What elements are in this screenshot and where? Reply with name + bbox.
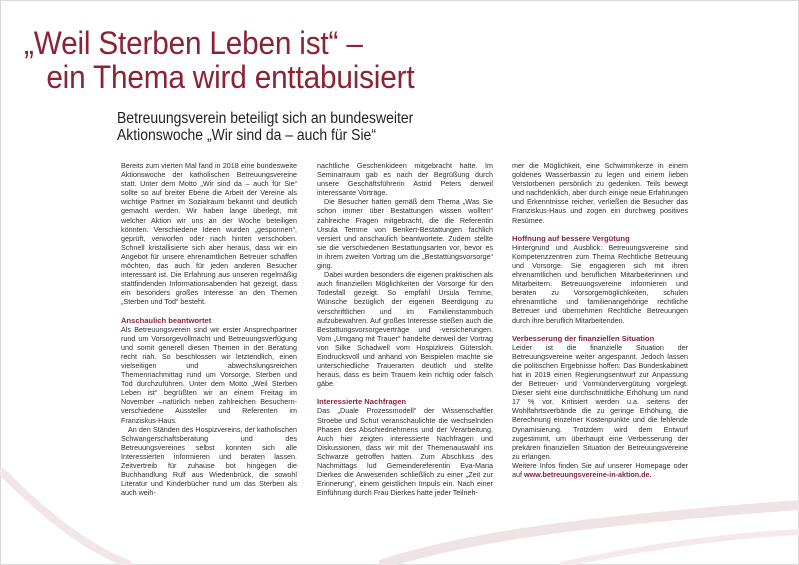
article-column-2 — [317, 161, 493, 497]
headline — [24, 26, 414, 94]
paragraph — [121, 425, 297, 498]
subheadline — [117, 110, 413, 144]
subheadline-line-2: Aktionswoche „Wir sind da – auch für Sie“ — [117, 127, 376, 144]
paragraph-text: Hintergrund und Ausblick: Betreuungsvereine sind Kompetenzzentren zum Thema Rechtliche Betreuung und Vorsorge. Sie engagieren sich mit ihren ehrenamtlichen und beruflichen Mitarbeiterinnen und Mitarbeitern. Betreuungsvereine informieren und beraten zu Vorsorgemöglichkeiten, schulen ehrenamtliche und familienangehörige rechtliche Betreuer und übernehmen Rechtliche Betreuungen durch ihre beruflich Mitarbeitenden. — [512, 242, 688, 325]
paragraph — [121, 325, 297, 425]
paragraph — [317, 197, 493, 270]
paragraph-text: Das „Duale Prozessmodell“ der Wissenschaftler Stroebe und Schut veranschaulichte die wechselnden Phasen des Abschiednehmens und der Verarbeitung. Auch hier zeigten interessierte Nachfragen und Diskussionen, dass wir mit der Themenauswahl ins Schwarze getroffen hatten. Zum Abschluss des Nachmittags lud Gemeindereferentin Eva-Maria Dierkes die Anwesenden schließlich zu einer „Zeit zur Erinnerung“, einem geistlichen Impuls ein. Nach einer Einführung durch Frau Dierkes hatte jeder Teilneh- — [317, 406, 493, 498]
paragraph — [512, 343, 688, 461]
paragraph — [317, 406, 493, 497]
subheadline-line-1: Betreuungsverein beteiligt sich an bundesweiter — [117, 110, 414, 127]
paragraph-text: Die Besucher hatten gemäß dem Thema „Was Sie schon immer über Bestattungen wissen wollten“ zahlreiche Fragen mitgebracht, die die Referentin Ursula Temme von Benkert-Bestattungen fachlich versiert und anschaulich beantwortete. Zudem stellte sie die verschiedenen Bestattungsarten vor, bevor es in ihrem zweiten Vortrag um die „Bestattungsvorsorge“ ging. — [317, 197, 493, 271]
homepage-link[interactable]: www.betreuungsvereine-in-aktion.de. — [524, 470, 652, 479]
article-column-1 — [121, 161, 297, 497]
headline-line-1: „Weil Sterben Leben ist“ – — [24, 25, 363, 61]
headline-line-2: ein Thema wird enttabuisiert — [46, 59, 415, 95]
paragraph — [512, 161, 688, 225]
paragraph — [317, 161, 493, 197]
section-heading: Anschaulich beantwortet — [121, 315, 212, 325]
paragraph — [512, 461, 688, 479]
paragraph-text: Weitere Infos finden Sie auf unserer Homepage oder auf — [512, 460, 688, 479]
section-heading: Verbesserung der finanziellen Situation — [512, 333, 655, 343]
paragraph-text: Bereits zum vierten Mal fand in 2018 eine bundesweite Aktionswoche der katholischen Betreuungsvereine statt. Unter dem Motto „Wir sind da – auch für Sie“ sollte so auf breiter Ebene die Arbeit der Vereine als wichtige Partner im Sozialraum bekannt und deutlich gemacht werden. Wir haben lange überlegt, mit welcher Aktion wir uns an der Woche beteiligen könnten. Verschiedene Ideen wurden „gesponnen“, geprüft, verworfen oder nach hinten verschoben. Schnell kristallisierte sich aber heraus, dass wir ein Angebot für unsere ehrenamtlichen Betreuer schaffen möchten, das auch für jeden anderen Besucher interessant ist. Die Erfahrung aus unseren regelmäßig stattfindenden Informationsabenden hat gezeigt, dass ein besonders großes Interesse an den Themen „Sterben und Tod“ besteht. — [121, 161, 297, 307]
paragraph-text: mer die Möglichkeit, eine Schwimmkerze in einem goldenes Wasserbassin zu legen und einem lieben Verstorbenen persönlich zu gedenken. Teils bewegt und nachdenklich, aber durch einige neue Erfahrungen und Erkenntnisse reicher, verließen die Besucher das Franziskus-Haus und zogen ein durchweg positives Resümee. — [512, 161, 688, 225]
paragraph-text: Als Betreuungsverein sind wir erster Ansprechpartner rund um Vorsorgevollmacht und Betreuungsverfügung und somit generell diesen Themen in der Beratung recht nah. So beschlossen wir letztendlich, einen vielseitigen und abwechslungsreichen Themennachmittag rund um Vorsorge, Sterben und Tod durchzuführen. Unter dem Motto „Weil Sterben Leben ist“ begrüßten wir an einem Freitag im November –natürlich neben zahlreichen Besuchern- verschiedene Aussteller und Referenten im Franziskus-Haus. — [121, 324, 297, 425]
article-column-3 — [512, 161, 688, 479]
paragraph — [317, 270, 493, 388]
paragraph-text: Dabei wurden besonders die eigenen praktischen als auch finanziellen Möglichkeiten der Vorsorge für den Todesfall gezeigt. So empfahl Ursula Temme, Wünsche bezüglich der eigenen Beerdigung zu verschriftlichen und im Familienstammbuch aufzubewahren. Auf großes Interesse stießen auch die Bestattungsvorsorgeverträge und -versicherungen. Vom „Umgang mit Trauer“ handelte derweil der Vortrag von Silke Schadwell vom Hospizkreis Gütersloh. Eindrucksvoll und anhand von Beispielen machte sie unterschiedliche Trauerarten deutlich und stellte heraus, dass es beim Trauern kein richtig oder falsch gäbe. — [317, 270, 494, 389]
section-heading: Hoffnung auf bessere Vergütung — [512, 233, 630, 243]
paragraph-text: An den Ständen des Hospizvereins, der katholischen Schwangerschaftsberatung und des Betreuungsvereines selbst konnten sich alle Interessierten informieren und beraten lassen. Zeitvertreib für zuhause bot hingegen die Buchhandlung Rulf aus Wiedenbrück, die sowohl Literatur und Kinderbücher rund um das Sterben als auch weih- — [121, 424, 297, 498]
section-heading: Interessierte Nachfragen — [317, 397, 407, 407]
paragraph-text: Leider ist die finanzielle Situation der Betreuungsvereine weiter angespannt. Jedoch lassen die politischen Ergebnisse hoffen: Das Bundeskabinett hat in 2019 einen Regierungsentwurf zur Anpassung der Betreuer- und Vormündervergütung vorgelegt. Dieser sieht eine durchschnittliche Erhöhung um rund 17 % vor. Kritisiert werden u.a. seitens der Wohlfahrtsverbände die zu geringe Erhöhung, die Berechnung einzelner Kostenpunkte und die fehlende Dynamisierung. Trotzdem wird dem Entwurf zugestimmt, um überhaupt eine Verbesserung der prekären finanziellen Situation der Betreuungsvereine zu erlangen. — [512, 342, 688, 461]
paragraph — [121, 161, 297, 307]
paragraph — [512, 243, 688, 325]
paragraph-text: nachtliche Geschenkideen mitgebracht hatte. Im Seminarraum gab es nach der Begrüßung durch unsere Geschäftsführerin Astrid Peters derweil interessante Vorträge. — [317, 161, 493, 198]
